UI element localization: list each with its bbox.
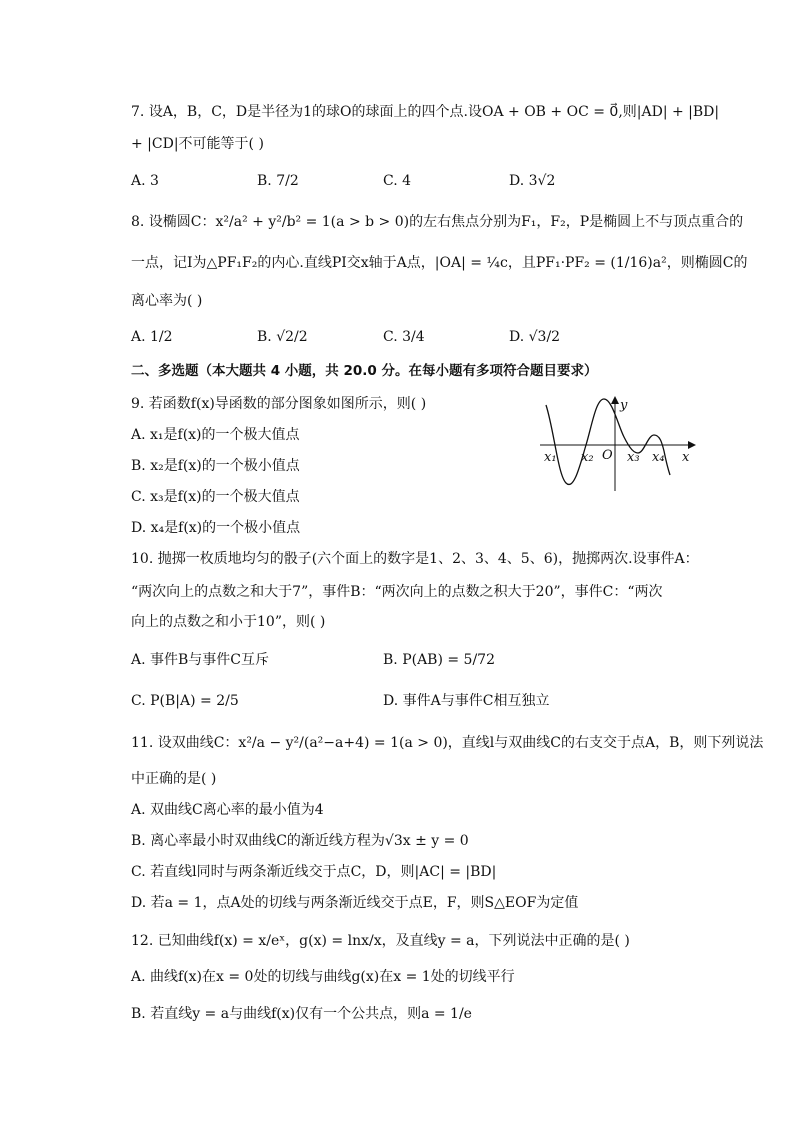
- q11-option-c: C. 若直线l同时与两条渐近线交于点C，D，则|AC| = |BD|: [131, 864, 497, 880]
- q7-stem-line1: 7. 设A，B，C，D是半径为1的球O的球面上的四个点.设OA + OB + OC = 0⃗,则|AD| + |BD|: [131, 104, 720, 120]
- graph-curve: [546, 399, 670, 484]
- graph-label-x4: x₄: [652, 450, 665, 465]
- q10-option-a: A. 事件B与事件C互斥: [131, 652, 270, 668]
- graph-label-y: y: [620, 398, 628, 413]
- q11-option-b: B. 离心率最小时双曲线C的渐近线方程为√3x ± y = 0: [131, 833, 469, 849]
- q9-option-b: B. x₂是f(x)的一个极小值点: [131, 458, 300, 474]
- q7-option-b: B. 7/2: [257, 173, 299, 189]
- q10-stem-line1: 10. 抛掷一枚质地均匀的骰子(六个面上的数字是1、2、3、4、5、6)，抛掷两次.设事件A：: [131, 551, 699, 567]
- q10-option-d: D. 事件A与事件C相互独立: [383, 693, 550, 709]
- q11-stem-line2: 中正确的是( ): [131, 771, 217, 787]
- section-heading-multi-choice: 二、多选题（本大题共 4 小题，共 20.0 分。在每小题有多项符合题目要求）: [131, 363, 598, 379]
- q9-option-c: C. x₃是f(x)的一个极大值点: [131, 489, 300, 505]
- q11-stem-line1: 11. 设双曲线C：x²/a − y²/(a²−a+4) = 1(a > 0)，直线l与双曲线C的右支交于点A，B，则下列说法: [131, 735, 764, 751]
- q9-option-a: A. x₁是f(x)的一个极大值点: [131, 427, 300, 443]
- q8-stem-line2: 一点，记I为△PF₁F₂的内心.直线PI交x轴于A点，|OA| = ¼c，且PF₁·PF₂ = (1/16)a²，则椭圆C的: [131, 255, 748, 271]
- q8-stem-line1: 8. 设椭圆C：x²/a² + y²/b² = 1(a > b > 0)的左右焦点分别为F₁，F₂，P是椭圆上不与顶点重合的: [131, 214, 744, 230]
- q9-stem: 9. 若函数f(x)导函数的部分图象如图所示，则( ): [131, 396, 427, 412]
- q7-option-c: C. 4: [383, 173, 412, 189]
- q10-option-b: B. P(AB) = 5/72: [383, 652, 495, 668]
- q8-option-a: A. 1/2: [131, 329, 173, 345]
- q8-option-b: B. √2/2: [257, 329, 308, 345]
- graph-label-x3: x₃: [627, 450, 640, 465]
- graph-y-arrow: [611, 396, 619, 404]
- q10-stem-line2: “两次向上的点数之和大于7”，事件B：“两次向上的点数之积大于20”，事件C：“两次: [131, 584, 663, 600]
- q8-option-d: D. √3/2: [509, 329, 561, 345]
- graph-label-x1: x₁: [544, 450, 557, 465]
- q7-stem-line2: + |CD|不可能等于( ): [131, 136, 264, 152]
- q10-option-c: C. P(B|A) = 2/5: [131, 693, 239, 709]
- q8-stem-line3: 离心率为( ): [131, 293, 203, 309]
- graph-x-arrow: [688, 441, 696, 449]
- q7-option-a: A. 3: [131, 173, 159, 189]
- q11-option-a: A. 双曲线C离心率的最小值为4: [131, 802, 324, 818]
- q9-option-d: D. x₄是f(x)的一个极小值点: [131, 520, 301, 536]
- derivative-graph: [538, 395, 698, 495]
- q10-stem-line3: 向上的点数之和小于10”，则( ): [131, 614, 326, 630]
- q12-option-b: B. 若直线y = a与曲线f(x)仅有一个公共点，则a = 1/e: [131, 1006, 472, 1022]
- graph-label-x: x: [682, 450, 690, 465]
- q7-option-d: D. 3√2: [509, 173, 556, 189]
- q12-option-a: A. 曲线f(x)在x = 0处的切线与曲线g(x)在x = 1处的切线平行: [131, 969, 515, 985]
- graph-label-o: O: [602, 448, 613, 463]
- q8-option-c: C. 3/4: [383, 329, 425, 345]
- graph-label-x2: x₂: [581, 450, 594, 465]
- q11-option-d: D. 若a = 1，点A处的切线与两条渐近线交于点E，F，则S△EOF为定值: [131, 895, 579, 911]
- q12-stem: 12. 已知曲线f(x) = x/eˣ，g(x) = lnx/x，及直线y = a，下列说法中正确的是( ): [131, 933, 630, 949]
